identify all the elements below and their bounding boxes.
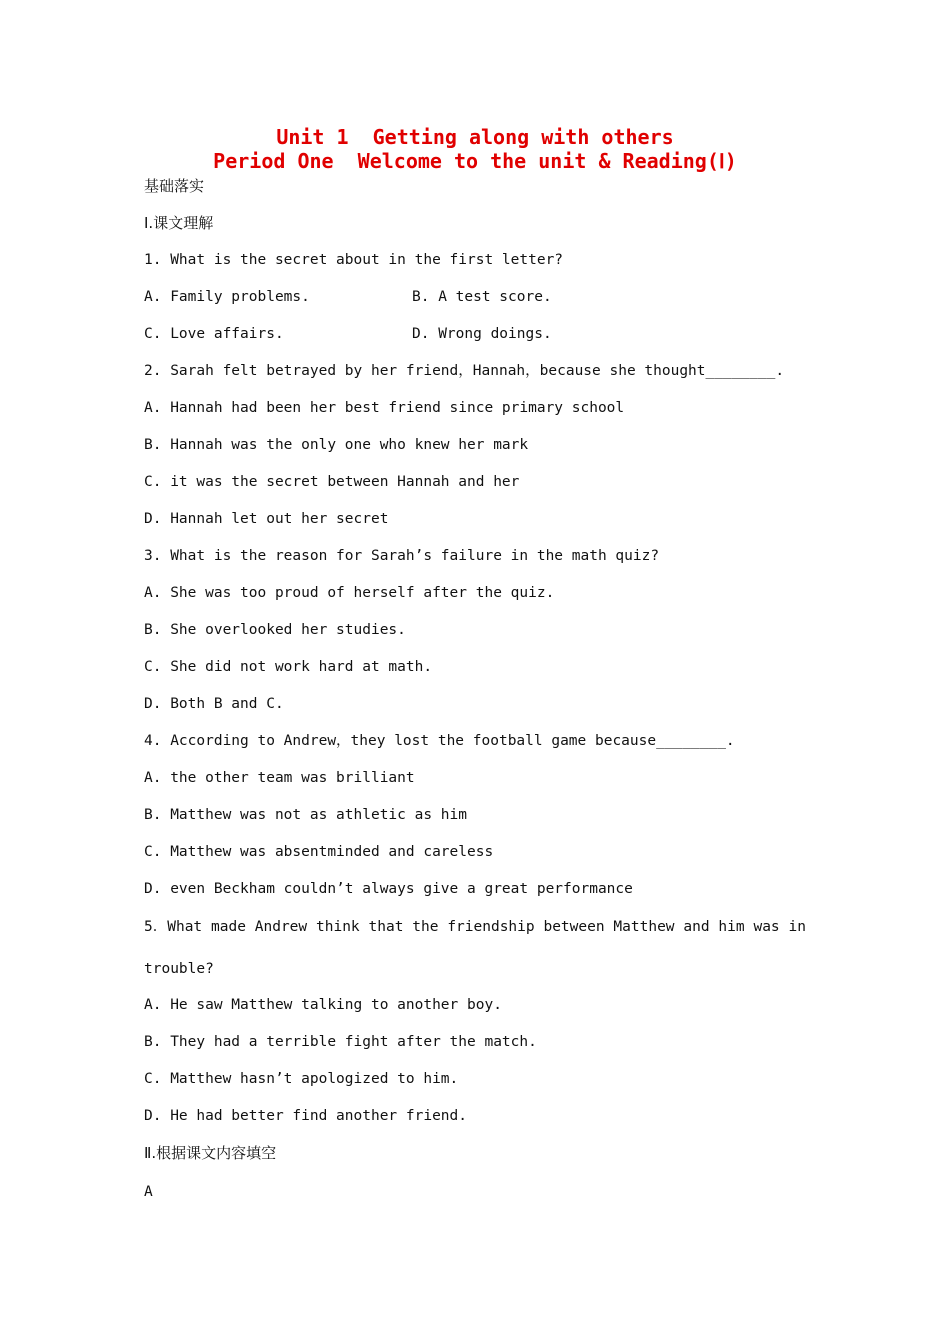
q5-word: in bbox=[788, 919, 806, 935]
unit-title: Unit 1 Getting along with others bbox=[276, 125, 674, 149]
question-3-option-b: B. She overlooked her studies. bbox=[144, 622, 406, 638]
question-2-option-c: C. it was the secret between Hannah and her bbox=[144, 474, 520, 490]
q5-word: friendship bbox=[447, 919, 535, 935]
question-3-stem: 3. What is the reason for Sarah’s failure in the math quiz? bbox=[144, 548, 660, 564]
period-title: Period One Welcome to the unit & Reading(Ⅰ) bbox=[213, 149, 737, 173]
question-1-option-b: B. A test score. bbox=[412, 289, 552, 305]
q5-word: him bbox=[718, 919, 745, 935]
q5-word: and bbox=[683, 919, 710, 935]
question-1-option-a: A. Family problems. bbox=[144, 289, 310, 305]
section-2-part-a: A bbox=[144, 1184, 153, 1200]
question-3-option-a: A. She was too proud of herself after the quiz. bbox=[144, 585, 555, 601]
q5-word: Andrew bbox=[254, 919, 308, 935]
question-2-stem: 2. Sarah felt betrayed by her friend，Hannah，because she thought________. bbox=[144, 363, 785, 379]
question-1-option-d: D. Wrong doings. bbox=[412, 326, 552, 342]
q5-word: that bbox=[368, 919, 404, 935]
section-1-label: Ⅰ.课文理解 bbox=[144, 214, 214, 232]
question-4-stem: 4. According to Andrew，they lost the football game because________. bbox=[144, 733, 735, 749]
question-5-option-d: D. He had better find another friend. bbox=[144, 1108, 468, 1124]
q5-word: was bbox=[753, 919, 780, 935]
question-1-stem: 1. What is the secret about in the first letter? bbox=[144, 252, 564, 268]
question-4-option-b: B. Matthew was not as athletic as him bbox=[144, 807, 468, 823]
question-1-option-c: C. Love affairs. bbox=[144, 326, 284, 342]
question-5-stem-continued: trouble? bbox=[144, 961, 214, 977]
question-5-stem bbox=[144, 917, 806, 937]
q5-word: the bbox=[412, 919, 439, 935]
q5-word: made bbox=[211, 919, 246, 935]
q5-word: between bbox=[543, 919, 605, 935]
question-5-option-c: C. Matthew hasn’t apologized to him. bbox=[144, 1071, 459, 1087]
question-2-option-d: D. Hannah let out her secret bbox=[144, 511, 389, 527]
question-4-option-d: D. even Beckham couldn’t always give a great performance bbox=[144, 881, 633, 897]
q5-word: think bbox=[316, 919, 360, 935]
question-5-option-a: A. He saw Matthew talking to another boy. bbox=[144, 997, 502, 1013]
question-3-option-c: C. She did not work hard at math. bbox=[144, 659, 433, 675]
section-2-label: Ⅱ.根据课文内容填空 bbox=[144, 1144, 277, 1162]
q5-word: 5．What bbox=[144, 919, 203, 935]
question-4-option-c: C. Matthew was absentminded and careless bbox=[144, 844, 494, 860]
question-5-option-b: B. They had a terrible fight after the match. bbox=[144, 1034, 537, 1050]
question-4-option-a: A. the other team was brilliant bbox=[144, 770, 415, 786]
question-2-option-b: B. Hannah was the only one who knew her mark bbox=[144, 437, 529, 453]
basics-heading: 基础落实 bbox=[144, 177, 205, 195]
question-3-option-d: D. Both B and C. bbox=[144, 696, 284, 712]
question-2-option-a: A. Hannah had been her best friend since primary school bbox=[144, 400, 625, 416]
q5-word: Matthew bbox=[613, 919, 675, 935]
